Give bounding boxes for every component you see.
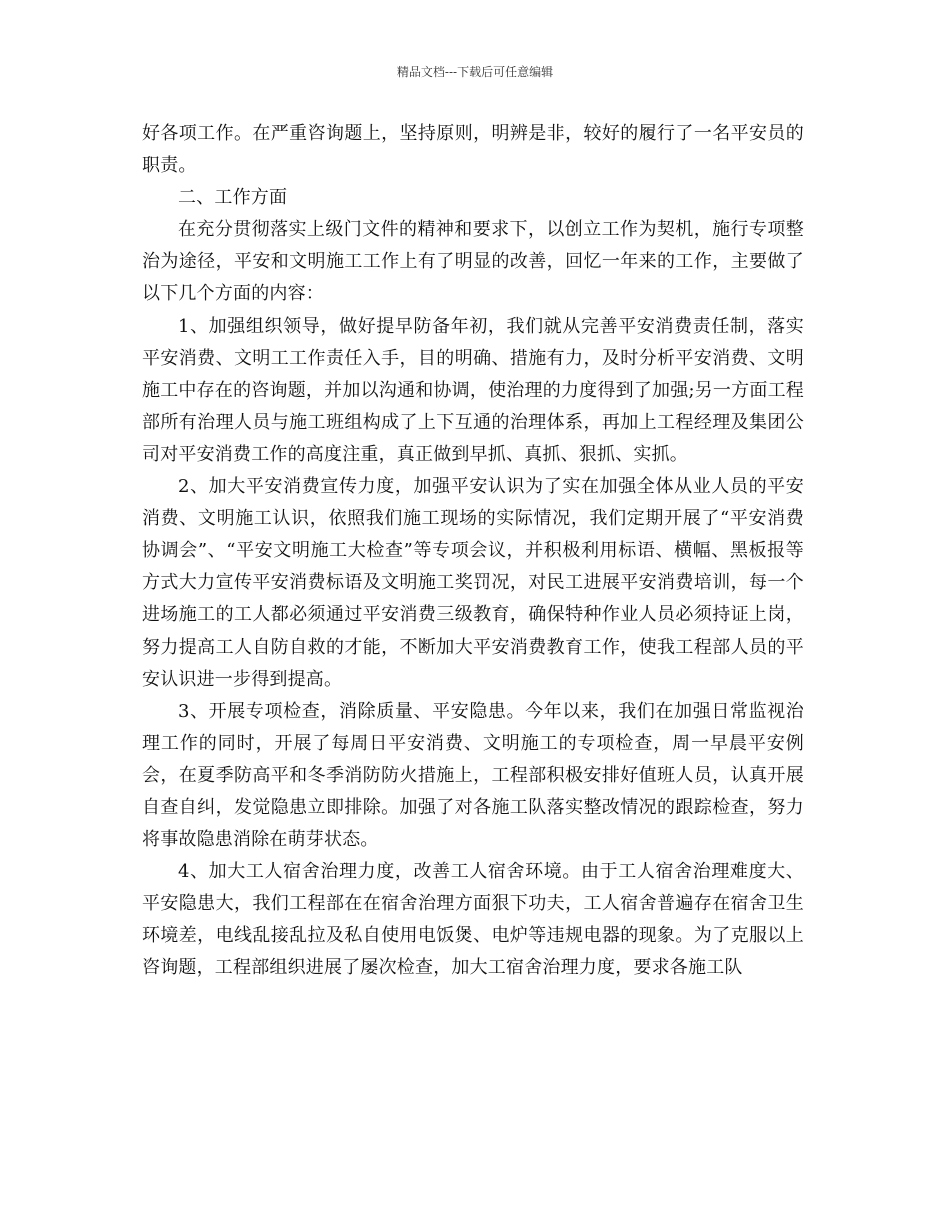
page-header: 精品文档---下载后可任意编辑 bbox=[396, 65, 554, 79]
document-body bbox=[142, 118, 804, 985]
paragraph-item-1: 1、加强组织领导，做好提早防备年初，我们就从完善平安消费责任制，落实平安消费、文明工工作责任入手，目的明确、措施有力，及时分析平安消费、文明施工中存在的咨询题，并加以沟通和协调，使治理的力度得到了加强;另一方面工程部所有治理人员与施工班组构成了上下互通的治理体系，再加上工程经理及集团公司对平安消费工作的高度注重，真正做到早抓、真抓、狠抓、实抓。 bbox=[142, 315, 804, 465]
section-heading-work: 二、工作方面 bbox=[178, 187, 288, 209]
paragraph-continuation: 好各项工作。在严重咨询题上，坚持原则，明辨是非，较好的履行了一名平安员的职责。 bbox=[142, 123, 804, 177]
paragraph-item-4: 4、加大工人宿舍治理力度，改善工人宿舍环境。由于工人宿舍治理难度大、平安隐患大，我们工程部在在宿舍治理方面狠下功夫，工人宿舍普遍存在宿舍卫生环境差，电线乱接乱拉及私自使用电饭煲、电炉等违规电器的现象。为了克服以上咨询题，工程部组织进展了屡次检查，加大工宿舍治理力度，要求各施工队 bbox=[142, 861, 804, 979]
paragraph-item-3: 3、开展专项检查，消除质量、平安隐患。今年以来，我们在加强日常监视治理工作的同时，开展了每周日平安消费、文明施工的专项检查，周一早晨平安例会，在夏季防高平和冬季消防防火措施上，工程部积极安排好值班人员，认真开展自查自纠，发觉隐患立即排除。加强了对各施工队落实整改情况的跟踪检查，努力将事故隐患消除在萌芽状态。 bbox=[142, 700, 804, 851]
paragraph-item-2: 2、加大平安消费宣传力度，加强平安认识为了实在加强全体从业人员的平安消费、文明施工认识，依照我们施工现场的实际情况，我们定期开展了“平安消费协调会”、“平安文明施工大检查”等专项会议，并积极利用标语、横幅、黑板报等方式大力宣传平安消费标语及文明施工奖罚况，对民工进展平安消费培训，每一个进场施工的工人都必须通过平安消费三级教育，确保特种作业人员必须持证上岗，努力提高工人自防自救的才能，不断加大平安消费教育工作，使我工程部人员的平安认识进一步得到提高。 bbox=[142, 476, 804, 690]
paragraph-intro: 在充分贯彻落实上级门文件的精神和要求下，以创立工作为契机，施行专项整治为途径，平安和文明施工工作上有了明显的改善，回忆一年来的工作，主要做了以下几个方面的内容： bbox=[142, 219, 804, 305]
